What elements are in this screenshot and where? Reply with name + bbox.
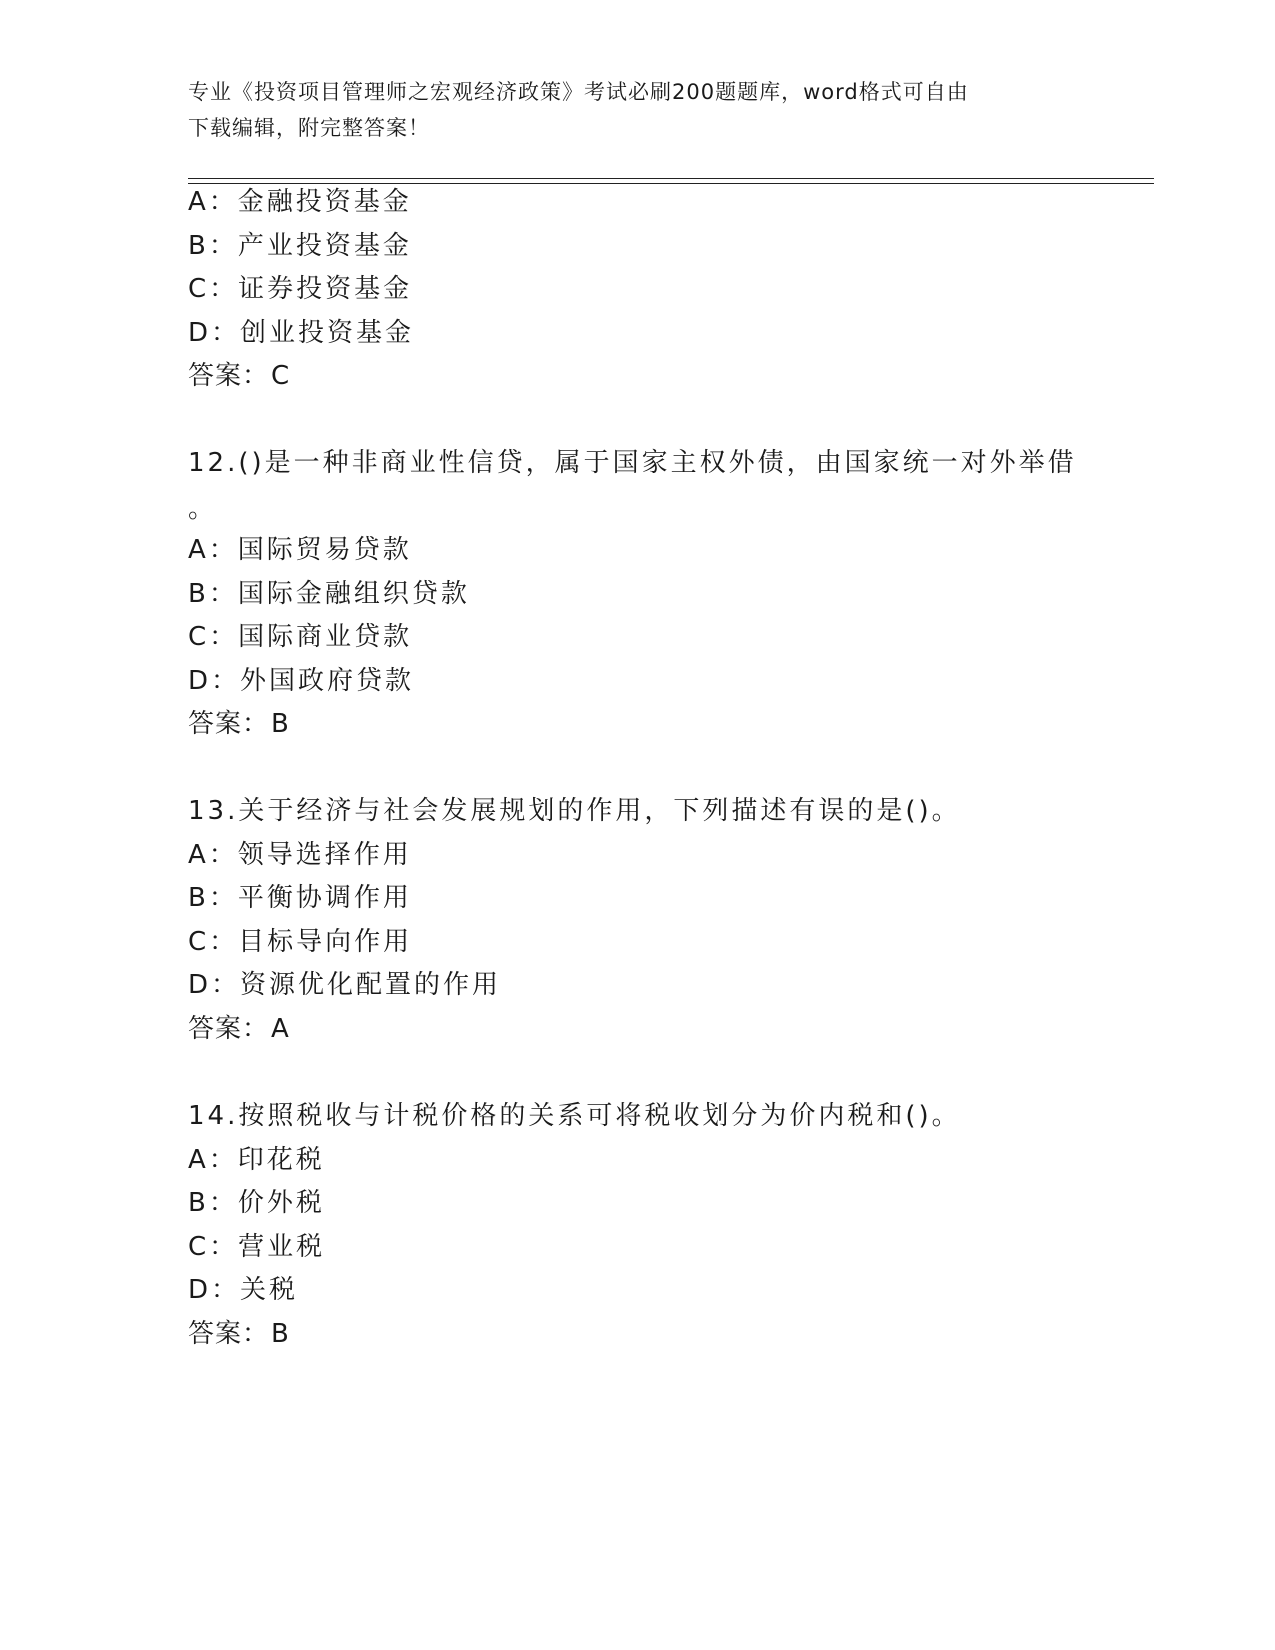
answer-value: C xyxy=(271,361,291,391)
q14-option-d: D：关税 xyxy=(188,1275,299,1305)
header-line-1: 专业《投资项目管理师之宏观经济政策》考试必刷200题题库，word格式可自由 xyxy=(188,80,969,104)
answer-value: B xyxy=(271,1319,290,1349)
q14-option-b: B：价外税 xyxy=(188,1188,325,1218)
q11-option-b: B：产业投资基金 xyxy=(188,231,412,261)
q12-option-a: A：国际贸易贷款 xyxy=(188,535,412,565)
header-line-2: 下载编辑，附完整答案！ xyxy=(188,116,430,140)
q12-option-d: D：外国政府贷款 xyxy=(188,666,415,696)
q12-option-c: C：国际商业贷款 xyxy=(188,622,413,652)
q11-answer xyxy=(188,358,290,394)
answer-label: 答案： xyxy=(188,709,270,739)
q11-option-d: D：创业投资基金 xyxy=(188,318,415,348)
q14-answer xyxy=(188,1316,290,1352)
q14-option-c: C：营业税 xyxy=(188,1232,326,1262)
answer-value: B xyxy=(271,709,290,739)
q13-option-c: C：目标导向作用 xyxy=(188,927,413,957)
q12-stem-line-1: 12.()是一种非商业性信贷，属于国家主权外债，由国家统一对外举借 xyxy=(188,448,1077,478)
q11-option-c: C：证券投资基金 xyxy=(188,274,413,304)
q13-answer xyxy=(188,1011,290,1047)
q12-answer xyxy=(188,706,290,742)
answer-label: 答案： xyxy=(188,1319,270,1349)
header-divider-top xyxy=(188,178,1154,179)
document-header xyxy=(188,74,1088,146)
q13-option-d: D：资源优化配置的作用 xyxy=(188,970,502,1000)
q13-option-a: A：领导选择作用 xyxy=(188,840,412,870)
q13-stem: 13.关于经济与社会发展规划的作用，下列描述有误的是()。 xyxy=(188,796,961,826)
q12-stem-line-2: 。 xyxy=(188,494,218,524)
q12-option-b: B：国际金融组织贷款 xyxy=(188,579,470,609)
answer-label: 答案： xyxy=(188,1014,270,1044)
q14-option-a: A：印花税 xyxy=(188,1145,325,1175)
q13-option-b: B：平衡协调作用 xyxy=(188,883,412,913)
answer-value: A xyxy=(271,1014,290,1044)
q11-option-a: A：金融投资基金 xyxy=(188,187,412,217)
q14-stem: 14.按照税收与计税价格的关系可将税收划分为价内税和()。 xyxy=(188,1101,961,1131)
answer-label: 答案： xyxy=(188,361,270,391)
